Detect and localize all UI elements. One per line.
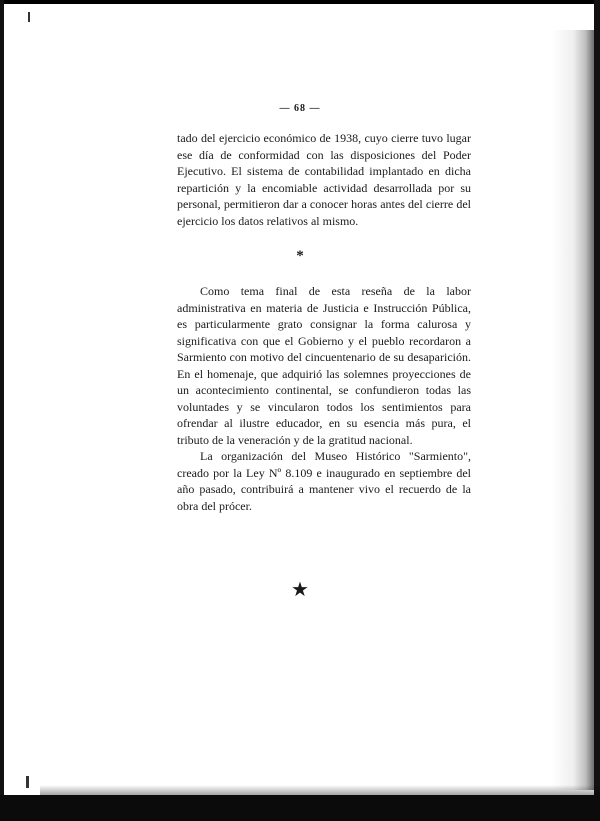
paragraph-museo-sarmiento: La organización del Museo Histórico "Sarmiento", creado por la Ley Nº 8.109 e inaugurado en septiembre del año pasado, contribuirá a mantener vivo el recuerdo de la obra del prócer. (177, 449, 471, 513)
scan-bottom-edge (0, 795, 600, 821)
scan-top-edge (0, 0, 600, 4)
page-number: — 68 — (279, 103, 321, 114)
scan-right-shadow (552, 30, 600, 790)
closing-section (177, 283, 471, 514)
scan-right-edge (594, 0, 600, 821)
scan-left-edge (0, 0, 4, 821)
paragraph-text: tado del ejercicio económico de 1938, cuyo cierre tuvo lugar ese día de conformidad con las disposiciones del Poder Ejecutivo. El sistema de contabilidad implantado en dicha repartición y la encomiable actividad desarrollada por su personal, permitieron dar a conocer horas antes del cierre del ejercicio los datos relativos al mismo. (177, 131, 471, 228)
scan-bottom-fade (40, 785, 600, 795)
paragraph-continuation (177, 130, 471, 229)
section-separator-asterisk: * (296, 248, 304, 264)
margin-mark (26, 776, 29, 788)
margin-mark (28, 12, 30, 22)
paragraph-sarmiento-homage: Como tema final de esta reseña de la labor administrativa en materia de Justicia e Instrucción Pública, es particularmente grato consignar la forma calurosa y significativa con que el Gobierno y el pueblo recordaron a Sarmiento con motivo del cincuentenario de su desaparición. En el homenaje, que adquirió las solemnes proyecciones de un acontecimiento continental, se confundieron todas las voluntades y se vincularon todos los sentimientos para ofrendar al ilustre educador, en su esencia más pura, el tributo de la veneración y de la gratitud nacional. (177, 284, 471, 447)
end-star-icon: ★ (291, 579, 309, 601)
